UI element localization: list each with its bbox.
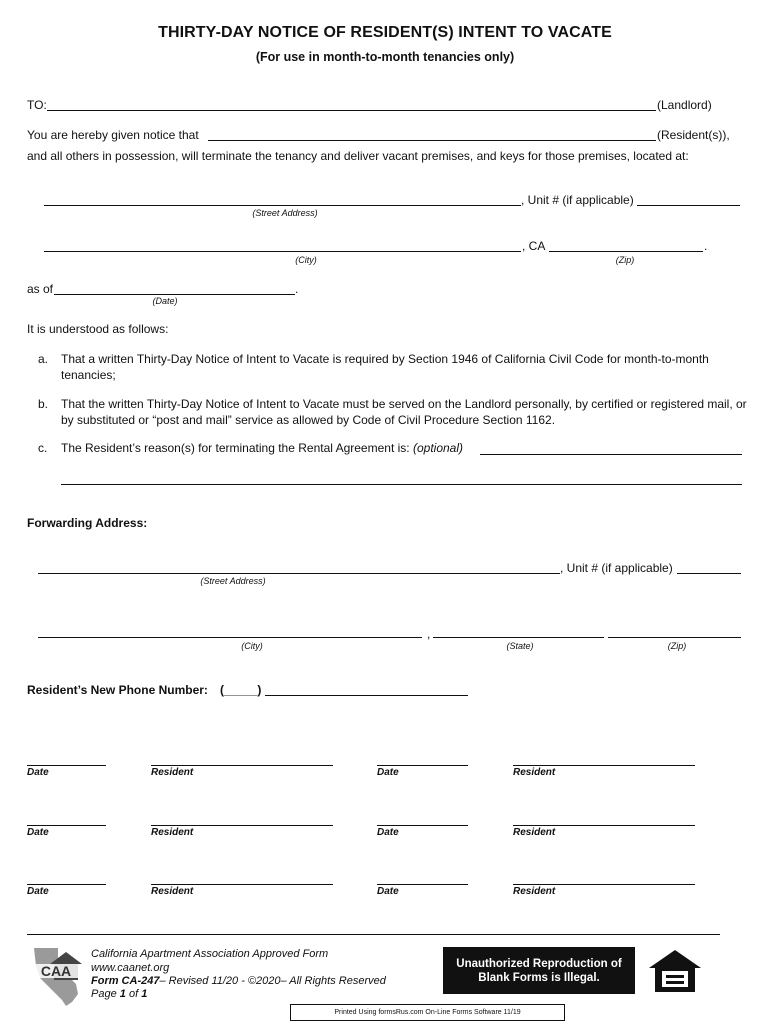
sig-date-field[interactable] [27,765,106,766]
sig-date-caption: Date [27,827,49,838]
understood-text: It is understood as follows: [27,322,169,336]
premises-unit-label: , Unit # (if applicable) [521,193,634,207]
footer-page-of: of [128,988,139,1000]
sig-date-field[interactable] [27,884,106,885]
printed-notice: Printed Using formsRus.com On-Line Forms Software 11/19 [290,1004,565,1021]
footer-form-line [91,975,386,988]
possession-text: and all others in possession, will terminate the tenancy and deliver vacant premises, and keys for those premises, located at: [27,149,689,163]
footer-page-num: 1 [119,988,126,1000]
sig-resident-field[interactable] [151,825,333,826]
residents-label: (Resident(s)), [657,128,730,142]
premises-street-caption: (Street Address) [252,208,318,218]
sig-date-caption: Date [27,886,49,897]
footer-page-line [91,988,147,1001]
landlord-field[interactable] [47,110,656,111]
footer-divider [27,934,720,935]
badge-line2: Blank Forms is Illegal. [478,971,600,984]
item-c-mark: c. [38,441,48,455]
phone-number-field[interactable] [265,695,468,696]
notice-label: You are hereby given notice that [27,128,199,142]
equal-housing-icon [647,948,703,994]
landlord-label: (Landlord) [657,98,712,112]
sig-resident-caption: Resident [151,827,194,838]
forwarding-street-field[interactable] [38,573,560,574]
premises-period: . [704,239,708,253]
premises-city-field[interactable] [44,251,521,252]
unauthorized-badge [443,947,635,994]
forwarding-state-caption: (State) [506,641,534,651]
item-a-mark: a. [38,352,49,366]
footer-form-id: Form CA-247 [91,975,160,987]
item-b-text: That the written Thirty-Day Notice of Intent to Vacate must be served on the Landlord personally, by certified or registered mail, or by substituted or “post and mail” service as allowed by Code of Civil Procedure Section 1162. [61,397,747,427]
sig-date-caption: Date [27,767,49,778]
sig-resident-field[interactable] [513,884,695,885]
form-subtitle: (For use in month-to-month tenancies only) [255,50,515,64]
item-c-text [61,441,463,455]
sig-date-caption: Date [377,767,399,778]
footer-page-total: 1 [141,988,148,1000]
reason-field-line1[interactable] [480,454,742,455]
forwarding-zip-field[interactable] [608,637,741,638]
sig-date-caption: Date [377,827,399,838]
premises-street-field[interactable] [44,205,521,206]
forwarding-city-caption: (City) [241,641,263,651]
reason-field-line2[interactable] [61,484,742,485]
as-of-date-caption: (Date) [152,296,178,306]
as-of-period: . [295,282,299,296]
sig-date-field[interactable] [377,884,468,885]
footer-revision: – Revised 11/20 - ©2020– All Rights Reserved [159,975,386,987]
to-label: TO: [27,98,47,112]
forwarding-city-field[interactable] [38,637,422,638]
badge-line1: Unauthorized Reproduction of [456,957,622,970]
forwarding-unit-label: , Unit # (if applicable) [560,561,673,575]
sig-resident-field[interactable] [151,765,333,766]
sig-resident-caption: Resident [151,886,194,897]
item-a-text: That a written Thirty-Day Notice of Intent to Vacate is required by Section 1946 of California Civil Code for month-to-month tenancies; [61,352,709,382]
sig-resident-field[interactable] [151,884,333,885]
forwarding-unit-field[interactable] [677,573,741,574]
phone-area-code[interactable]: (_____) [220,683,262,697]
sig-resident-caption: Resident [513,827,556,838]
sig-date-field[interactable] [377,765,468,766]
item-c-reason-text: The Resident’s reason(s) for terminating the Rental Agreement is: [61,441,410,455]
forwarding-zip-caption: (Zip) [667,641,687,651]
sig-resident-caption: Resident [513,767,556,778]
premises-zip-caption: (Zip) [615,255,635,265]
phone-label: Resident’s New Phone Number: [27,683,208,697]
forwarding-street-caption: (Street Address) [200,576,266,586]
forwarding-comma: , [427,627,431,641]
sig-resident-field[interactable] [513,825,695,826]
sig-date-field[interactable] [377,825,468,826]
sig-date-field[interactable] [27,825,106,826]
form-title: THIRTY-DAY NOTICE OF RESIDENT(S) INTENT TO VACATE [158,24,612,41]
footer-approved: California Apartment Association Approved Form [91,948,329,960]
premises-unit-field[interactable] [637,205,740,206]
forwarding-heading: Forwarding Address: [27,516,148,530]
premises-city-caption: (City) [295,255,317,265]
as-of-date-field[interactable] [54,294,295,295]
as-of-label: as of [27,282,54,296]
premises-ca-label: , CA [522,239,546,253]
sig-date-caption: Date [377,886,399,897]
forwarding-state-field[interactable] [433,637,604,638]
caa-logo-text: CAA [40,963,72,979]
residents-field[interactable] [208,140,656,141]
footer-website[interactable]: www.caanet.org [91,962,170,974]
sig-resident-caption: Resident [513,886,556,897]
item-b-mark: b. [38,397,49,411]
sig-resident-field[interactable] [513,765,695,766]
item-c-optional: (optional) [412,441,463,455]
sig-resident-caption: Resident [151,767,194,778]
caa-logo [28,944,84,1010]
footer-page-prefix: Page [91,988,117,1000]
premises-zip-field[interactable] [549,251,703,252]
